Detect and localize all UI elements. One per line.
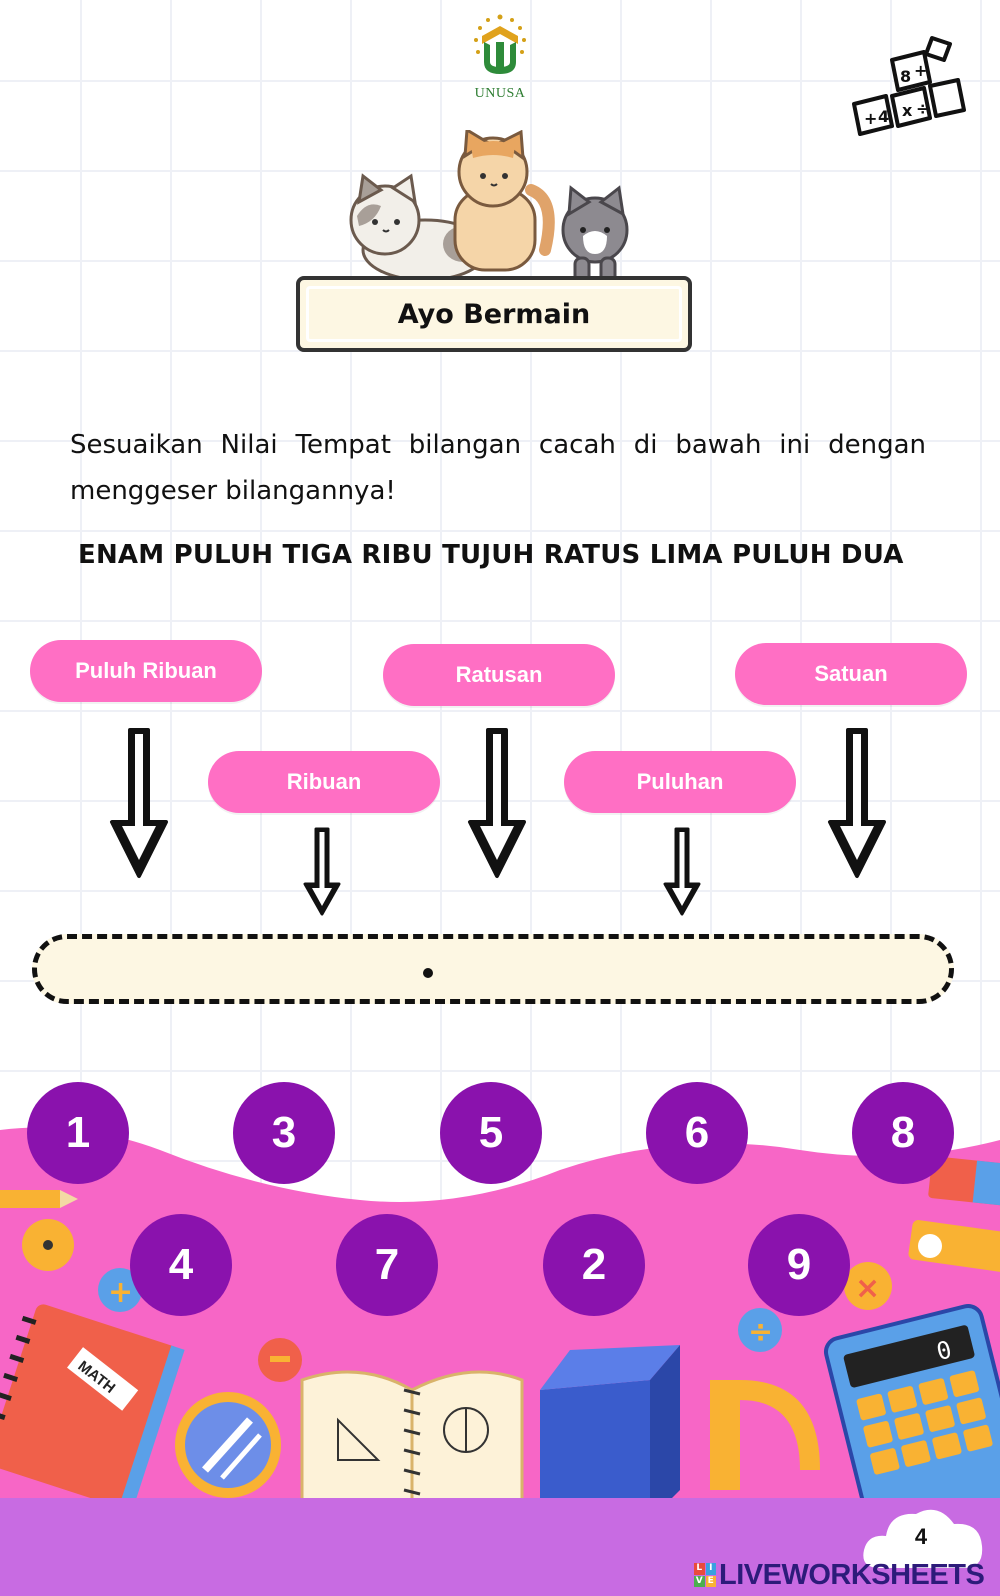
arrow-down-icon	[826, 726, 888, 882]
calculator-display: 0	[933, 1335, 955, 1367]
number-token[interactable]: 8	[852, 1082, 954, 1184]
pill-puluhan[interactable]: Puluhan	[564, 751, 796, 813]
liveworksheets-brand: LIVEWORKSHEETS	[719, 1558, 985, 1591]
number-token[interactable]: 7	[336, 1214, 438, 1316]
svg-text:÷: ÷	[748, 1315, 774, 1350]
number-token[interactable]: 1	[27, 1082, 129, 1184]
thousands-separator-dot	[423, 968, 433, 978]
number-in-words: ENAM PULUH TIGA RIBU TUJUH RATUS LIMA PULUH DUA	[78, 540, 904, 570]
unusa-logo	[460, 12, 540, 102]
page-title: Ayo Bermain	[397, 298, 591, 330]
pill-ratusan[interactable]: Ratusan	[383, 644, 615, 706]
number-token[interactable]: 6	[646, 1082, 748, 1184]
number-token[interactable]: 2	[543, 1214, 645, 1316]
arrow-inner-icon	[108, 726, 170, 882]
pill-puluh-ribuan[interactable]: Puluh Ribuan	[30, 640, 262, 702]
arrow-down-icon	[302, 826, 342, 918]
svg-text:8: 8	[900, 67, 912, 86]
svg-text:÷: ÷	[916, 99, 930, 118]
pill-satuan[interactable]: Satuan	[735, 643, 967, 705]
liveworksheets-logo	[694, 1557, 984, 1593]
svg-text:+: +	[864, 109, 878, 128]
svg-text:4: 4	[878, 107, 890, 126]
book-label: MATH	[74, 1357, 119, 1397]
liveworksheets-badge-icon: L I V E	[694, 1563, 716, 1587]
title-banner	[296, 276, 692, 352]
arrow-down-icon	[466, 726, 528, 882]
page-number: 4	[914, 1524, 928, 1549]
logo-text: UNUSA	[474, 86, 526, 101]
answer-drop-zone[interactable]	[32, 934, 954, 1004]
svg-text:×: ×	[855, 1271, 881, 1306]
number-token[interactable]: 5	[440, 1082, 542, 1184]
svg-text:+: +	[108, 1275, 134, 1310]
number-token[interactable]: 9	[748, 1214, 850, 1316]
svg-text:+: +	[914, 61, 928, 80]
pill-ribuan[interactable]: Ribuan	[208, 751, 440, 813]
unusa-emblem-icon	[460, 12, 540, 80]
number-token[interactable]: 3	[233, 1082, 335, 1184]
math-dice-icon	[852, 30, 972, 150]
number-token[interactable]: 4	[130, 1214, 232, 1316]
arrow-down-icon	[662, 826, 702, 918]
instruction-text: Sesuaikan Nilai Tempat bilangan cacah di bawah ini dengan menggeser bilangannya!	[70, 430, 926, 506]
cats-illustration	[345, 130, 645, 290]
svg-text:x: x	[902, 101, 913, 120]
